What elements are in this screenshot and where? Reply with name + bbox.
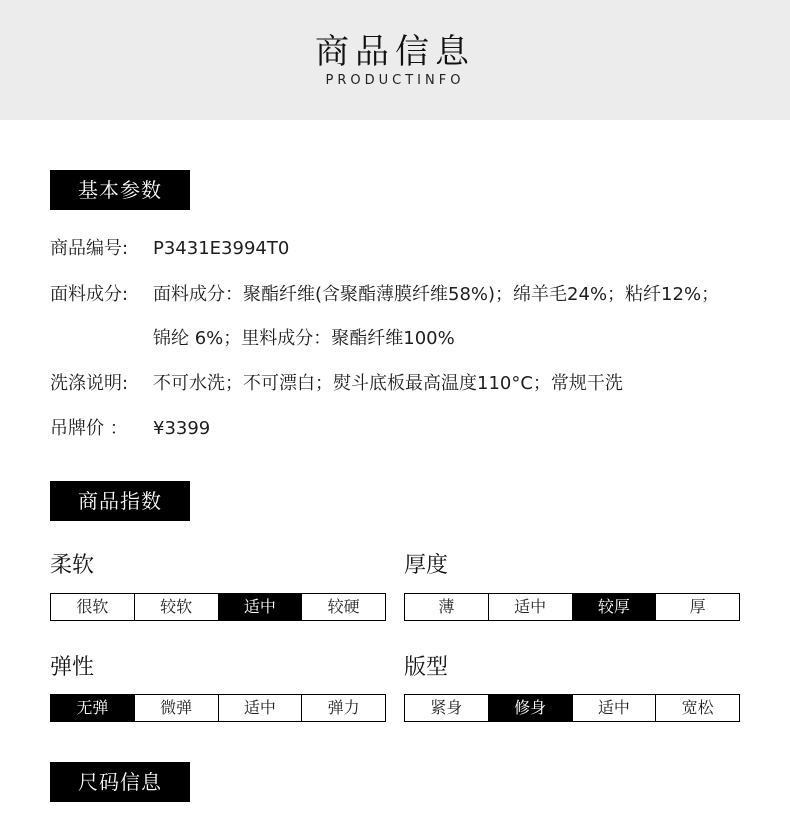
spec-row-code: [50, 236, 289, 262]
scale-option-selected: 较厚: [572, 594, 656, 620]
scale-elasticity: [50, 694, 386, 722]
scale-option: 弹力: [301, 695, 385, 721]
scale-option: 薄: [438, 597, 455, 616]
section-title-index: 商品指数: [50, 481, 190, 521]
scale-option: 宽松: [655, 695, 739, 721]
index-title-thickness: 厚度: [404, 553, 449, 578]
scale-option: 紧身: [430, 698, 463, 717]
spec-value: P3431E3994T0: [153, 238, 290, 259]
spec-label: 吊牌价 ：: [50, 418, 128, 439]
spec-value: ¥3399: [153, 418, 211, 439]
spec-label: 面料成分:: [50, 284, 129, 305]
page-title: 商品信息: [315, 32, 475, 72]
scale-option: 较软: [134, 594, 218, 620]
index-title-fit: 版型: [404, 655, 449, 680]
scale-option-selected: 适中: [218, 594, 302, 620]
spec-value: 锦纶 6%；里料成分：聚酯纤维100%: [153, 328, 455, 349]
scale-option: 厚: [655, 594, 739, 620]
scale-option: 很软: [76, 597, 109, 616]
scale-thickness: [404, 593, 740, 621]
section-title-size: 尺码信息: [50, 762, 190, 802]
spec-row-price: [50, 416, 210, 442]
spec-label: 商品编号:: [50, 238, 129, 259]
scale-option-selected: 修身: [488, 695, 572, 721]
index-title-softness: 柔软: [50, 553, 95, 578]
page-header: [0, 0, 790, 120]
spec-label: 洗涤说明:: [50, 373, 129, 394]
scale-option: 较硬: [301, 594, 385, 620]
spec-row-material: [50, 282, 719, 308]
index-title-elasticity: 弹性: [50, 655, 95, 680]
scale-option: 微弹: [134, 695, 218, 721]
scale-option: 适中: [218, 695, 302, 721]
spec-value: 不可水洗；不可漂白；熨斗底板最高温度110°C；常规干洗: [153, 373, 623, 394]
spec-value: 面料成分：聚酯纤维(含聚酯薄膜纤维58%)；绵羊毛24%；粘纤12%；: [153, 284, 720, 305]
scale-option: 适中: [488, 594, 572, 620]
scale-softness: [50, 593, 386, 621]
spec-row-care: [50, 371, 623, 397]
page-subtitle: PRODUCTINFO: [325, 73, 465, 88]
scale-option-selected: 无弹: [51, 695, 134, 721]
scale-fit: [404, 694, 740, 722]
section-title-basic: 基本参数: [50, 170, 190, 210]
spec-row-material-cont: [50, 326, 455, 352]
scale-option: 适中: [572, 695, 656, 721]
